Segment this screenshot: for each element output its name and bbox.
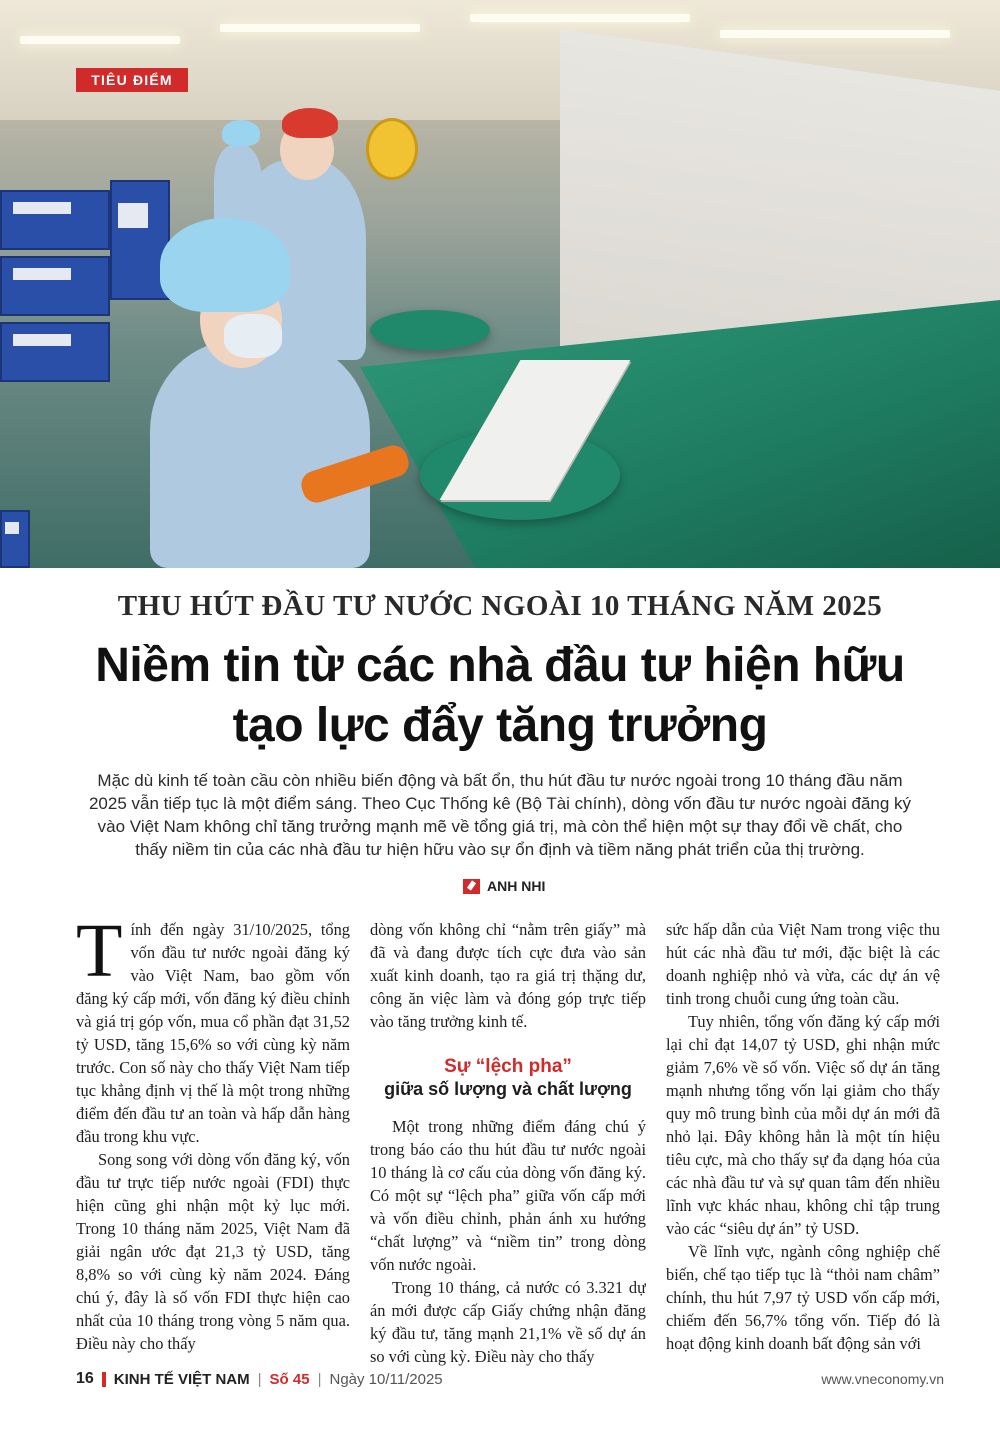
separator: |: [317, 1370, 322, 1388]
subheading: [370, 1055, 646, 1101]
footer-accent-bar: [102, 1372, 106, 1387]
paragraph-continued: [370, 918, 646, 1033]
issue-number: Số 45: [269, 1370, 310, 1388]
face-mask: [224, 314, 282, 358]
paragraph: Về lĩnh vực, ngành công nghiệp chế biến, chế tạo tiếp tục là “thỏi nam châm” chính, thu hút 7,97 tỷ USD vốn cấp mới, chiếm đến 56,7% tổng vốn. Tiếp đó là hoạt động kinh doanh bất động sản với: [666, 1242, 940, 1353]
magazine-name: KINH TẾ VIỆT NAM: [113, 1370, 250, 1388]
paragraph: Tuy nhiên, tổng vốn đăng ký cấp mới lại chỉ đạt 14,07 tỷ USD, ghi nhận mức giảm 7,6% về số vốn. Việc số dự án tăng mạnh nhưng tổng vốn lại giảm cho thấy quy mô trung bình của mỗi dự án mới đã nhỏ lại. Đây không hẳn là một tín hiệu tiêu cực, mà cho thấy sự đa dạng hóa của các nhà đầu tư và sự quan tâm đến nhiều lĩnh vực khác nhau, không chỉ tập trung vào các “siêu dự án” tỷ USD.: [666, 1012, 940, 1238]
hero-photo: [0, 0, 1000, 568]
storage-crate: [0, 256, 110, 316]
storage-crate: [0, 510, 30, 568]
paragraph: [76, 909, 350, 1148]
page-footer: [76, 1370, 944, 1392]
work-board: [370, 310, 490, 350]
tool-balancer: [366, 118, 418, 180]
worker-cap: [282, 108, 338, 138]
paragraph-continued: [666, 918, 940, 1010]
worker-cap: [160, 218, 290, 312]
ceiling-light: [220, 24, 420, 32]
worker-foreground: [150, 340, 370, 568]
subheading-line-1: Sự “lệch pha”: [444, 1056, 572, 1077]
website-url: www.vneconomy.vn: [821, 1371, 944, 1387]
storage-crate: [0, 322, 110, 382]
paragraph: Một trong những điểm đáng chú ý trong báo cáo thu hút đầu tư nước ngoài 10 tháng là cơ cấu của dòng vốn đăng ký. Có một sự “lệch pha” giữa vốn cấp mới và vốn điều chỉnh, phản ánh xu hướng “chất lượng” và “niềm tin” trong dòng vốn nước ngoài.: [370, 1117, 646, 1274]
ceiling-light: [20, 36, 180, 44]
body-column-2: [370, 918, 646, 1368]
body-column-3: [666, 918, 940, 1355]
paragraph: [370, 1276, 646, 1368]
separator: |: [257, 1370, 262, 1388]
page-number: 16: [76, 1370, 94, 1387]
storage-crate: [0, 190, 110, 250]
lead-paragraph: Mặc dù kinh tế toàn cầu còn nhiều biến động và bất ổn, thu hút đầu tư nước ngoài trong 10 tháng đầu năm 2025 vẫn tiếp tục là một điểm sáng. Theo Cục Thống kê (Bộ Tài chính), dòng vốn đầu tư nước ngoài đăng ký vào Việt Nam không chỉ tăng trưởng mạnh mẽ về tổng giá trị, mà còn thể hiện một sự thay đổi về chất, cho thấy niềm tin của các nhà đầu tư hiện hữu vào sự ổn định và tiềm năng phát triển của thị trường.: [88, 771, 912, 859]
pen-icon: [463, 879, 480, 894]
author-name: ANH NHI: [487, 878, 546, 894]
dropcap: T: [76, 909, 123, 993]
paragraph-text: sức hấp dẫn của Việt Nam trong việc thu hút các nhà đầu tư mới, đặc biệt là các doanh nghiệp nhỏ và vừa, các dự án vệ tinh trong chuỗi cung ứng toàn cầu.: [666, 920, 940, 1008]
paragraph: Song song với dòng vốn đăng ký, vốn đầu tư trực tiếp nước ngoài (FDI) thực hiện cũng ghi nhận một kỷ lục mới. Trong 10 tháng năm 2025, Việt Nam đã giải ngân ước đạt 21,3 tỷ USD, tăng 8,8% so với cùng kỳ năm 2024. Đáng chú ý, đây là số vốn FDI thực hiện cao nhất của 10 tháng trong vòng 5 năm qua. Điều này cho thấy: [76, 1150, 350, 1353]
paragraph-text: dòng vốn không chỉ “nằm trên giấy” mà đã và đang được tích cực đưa vào sản xuất kinh doanh, tạo ra giá trị thặng dư, công ăn việc làm và đóng góp trực tiếp vào tăng trưởng kinh tế.: [370, 920, 646, 1031]
section-tag: TIÊU ĐIỂM: [76, 68, 188, 92]
ceiling-light: [720, 30, 950, 38]
paragraph-text: Trong 10 tháng, cả nước có 3.321 dự án mới được cấp Giấy chứng nhận đăng ký đầu tư, tăng mạnh 21,1% về số dự án so với cùng kỳ. Điều này cho thấy: [370, 1278, 646, 1366]
ceiling-light: [470, 14, 690, 22]
kicker: THU HÚT ĐẦU TƯ NƯỚC NGOÀI 10 THÁNG NĂM 2025: [117, 590, 883, 622]
issue-date: Ngày 10/11/2025: [329, 1370, 443, 1388]
byline: [463, 877, 545, 895]
body-column-1: [76, 909, 350, 1447]
worker-cap: [222, 120, 260, 146]
footer-info: [76, 1370, 443, 1388]
paragraph-text: ính đến ngày 31/10/2025, tổng vốn đầu tư nước ngoài đăng ký vào Việt Nam, bao gồm vốn đăng ký cấp mới, vốn đăng ký điều chỉnh và giá trị góp vốn, mua cổ phần đạt 31,52 tỷ USD, tăng 15,6% so với cùng kỳ năm trước. Con số này cho thấy Việt Nam tiếp tục khẳng định vị thế là một trong những điểm đến đầu tư an toàn và hấp dẫn hàng đầu trong khu vực.: [76, 920, 350, 1146]
headline: Niềm tin từ các nhà đầu tư hiện hữu tạo lực đẩy tăng trưởng: [95, 639, 905, 752]
subheading-line-2: giữa số lượng và chất lượng: [384, 1079, 632, 1099]
